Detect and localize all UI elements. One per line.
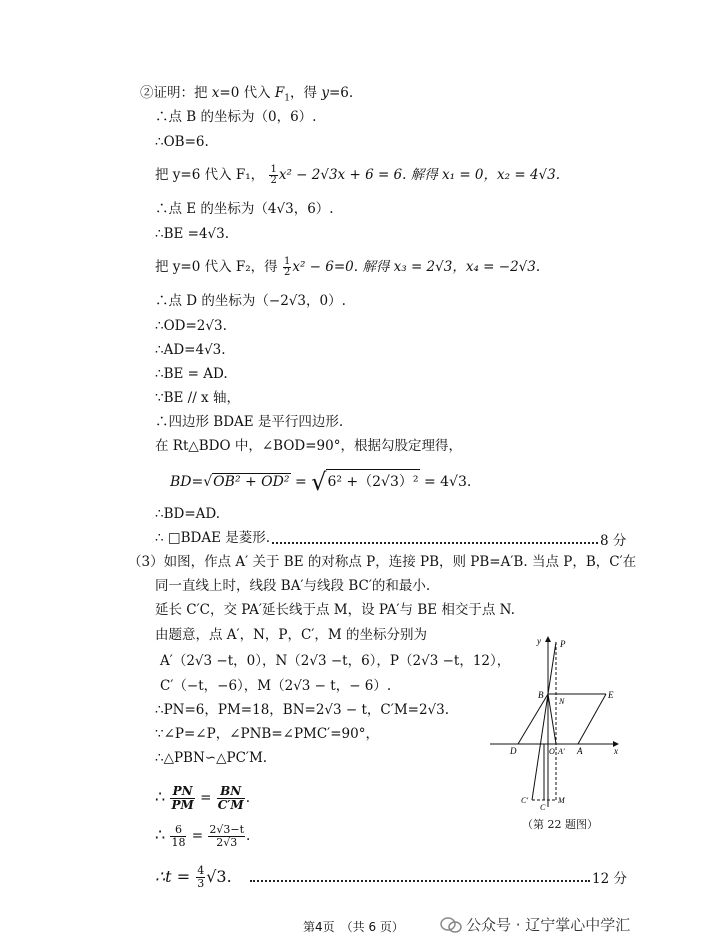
proof-line-11: ∴BE = AD. <box>155 366 228 382</box>
proof-line-7 <box>155 257 540 278</box>
proof-line-5: ∴点 E 的坐标为（4√3，6）. <box>155 201 334 217</box>
radicand: 6² +（2√3）² <box>326 469 419 490</box>
proof-line-6: ∴BE =4√3. <box>155 226 230 242</box>
fraction-bn-cm <box>217 785 245 812</box>
text: = <box>200 790 212 806</box>
denominator: 2 <box>270 175 277 186</box>
label-P: P <box>560 639 566 649</box>
text: ∴ <box>155 825 166 844</box>
numerator: 6 <box>170 824 186 837</box>
text: x² − 6=0. 解得 x₃ = 2√3，x₄ = −2√3. <box>292 259 541 275</box>
part3-line-1: （3）如图，作点 A′ 关于 BE 的对称点 P，连接 PB，则 PB=A′B. 当点 P，B，C′在 <box>128 554 637 570</box>
proof-line-16: ∴BD=AD. <box>155 506 221 522</box>
denominator: 18 <box>171 836 186 849</box>
t-result <box>155 862 232 892</box>
denominator: 3 <box>197 877 205 890</box>
part3-line-2: 同一直线上时，线段 BA′与线段 BC′的和最小. <box>155 578 431 594</box>
part3-line-5: A′（2√3 −t，0），N（2√3 −t，6），P（2√3 −t，12）， <box>160 653 511 669</box>
part3-line-8: ∵∠P=∠P，∠PNB=∠PMC′=90°， <box>155 726 379 742</box>
fraction-half <box>283 257 291 278</box>
radicand: OB² + OD² <box>213 474 290 490</box>
text: x² − 2√3x + 6 = 6. 解得 x₁ = 0，x₂ = 4√3. <box>278 167 561 183</box>
denominator: 2 <box>283 267 291 278</box>
numerator: 1 <box>270 164 277 175</box>
text: = 4√3. <box>423 474 472 490</box>
page-number: 第4页 （共 6 页） <box>303 920 404 934</box>
wechat-icon <box>440 916 462 934</box>
text: √3. <box>206 867 232 886</box>
label-x: x <box>614 746 618 756</box>
proof-line-12: ∵BE // x 轴， <box>155 390 240 406</box>
text: ②证明：把 <box>140 85 212 101</box>
fraction-half <box>269 165 277 186</box>
label-O: O <box>549 747 555 756</box>
denominator: PM <box>171 798 194 812</box>
watermark-text: 公众号 · 辽宁掌心中学汇 <box>466 916 631 934</box>
part3-line-4: 由题意，点 A′，N，P，C′，M 的坐标分别为 <box>155 627 428 643</box>
text: ∴t = <box>155 867 191 886</box>
label-M: M <box>558 796 565 805</box>
fraction-t <box>208 824 245 849</box>
proof-line-13: ∴四边形 BDAE 是平行四边形. <box>155 414 344 430</box>
ratio-line-1: ∴ $\frac{PN}{PM}$ = $\frac{BN}{C'M}$ . <box>155 784 250 812</box>
ratio-line-2: ∴ $\frac{6}{18}$ = $\frac{2√3-t}{2√3}$ . <box>155 823 251 849</box>
label-N: N <box>559 697 565 706</box>
y-axis-arrow <box>545 636 551 642</box>
fraction-pn-pm <box>170 785 194 812</box>
denominator: C′M <box>217 798 244 812</box>
label-A: A <box>577 746 583 756</box>
text: 把 y=0 代入 F₂，得 <box>155 259 278 275</box>
geometry-figure <box>488 632 628 814</box>
dotted-leader <box>272 542 598 544</box>
figure-caption: （第 22 题图） <box>522 818 598 831</box>
segment-BA1 <box>548 694 556 744</box>
label-C1: C′ <box>521 796 529 805</box>
part3-line-7: ∴PN=6，PM=18，BN=2√3 − t，C′M=2√3. <box>155 702 450 718</box>
proof-line-14: 在 Rt△BDO 中，∠BOD=90°，根据勾股定理得， <box>155 438 462 454</box>
fraction-6-18 <box>170 824 186 849</box>
text: = <box>294 474 307 490</box>
dotted-leader <box>250 880 590 882</box>
radical-sign: √ <box>311 468 327 496</box>
text: = <box>191 828 204 844</box>
text: BD= <box>170 474 204 490</box>
part3-line-9: ∴△PBN∽△PC′M. <box>155 750 268 766</box>
denominator: 2√3 <box>216 836 238 849</box>
segment-PB <box>548 642 556 694</box>
part3-line-6: C′（−t，−6），M（2√3 − t，− 6）. <box>160 678 392 694</box>
numerator: 1 <box>283 256 291 267</box>
label-A1: A′ <box>558 747 565 756</box>
proof-line-9: ∴OD=2√3. <box>155 318 227 334</box>
text: 把 y=6 代入 F₁， <box>155 167 265 183</box>
numerator: 4 <box>197 864 205 877</box>
text: ，得 <box>290 85 322 101</box>
label-E: E <box>608 690 614 700</box>
proof-line-8: ∴点 D 的坐标为（−2√3，0）. <box>155 293 346 309</box>
label-D: D <box>510 746 517 756</box>
segment-AE <box>578 694 606 744</box>
text: =0 代入 <box>219 85 275 101</box>
text: 1 <box>284 93 291 104</box>
proof-line-4 <box>155 165 560 186</box>
proof-line-3: ∴OB=6. <box>155 134 209 150</box>
proof-line-10: ∴AD=4√3. <box>155 342 226 358</box>
radical-sign: √ <box>203 474 213 490</box>
score-8: 8 分 <box>600 533 627 549</box>
numerator: BN <box>217 785 245 799</box>
proof-line-2: ∴点 B 的坐标为（0，6）. <box>155 109 317 125</box>
label-C: C <box>540 803 546 812</box>
text: x <box>211 85 220 101</box>
segment-DB <box>518 694 548 744</box>
proof-line-1 <box>140 84 353 108</box>
segment-BC1 <box>532 694 548 800</box>
label-B: B <box>538 690 544 700</box>
pythagoras-formula <box>170 468 472 496</box>
numerator: 2√3−t <box>209 823 245 836</box>
text: y <box>321 85 329 101</box>
label-y: y <box>537 636 541 646</box>
fraction-4-3 <box>196 865 205 890</box>
text: ∴ <box>155 787 166 806</box>
part3-line-3: 延长 C′C，交 PA′延长线于点 M，设 PA′与 BE 相交于点 N. <box>155 602 515 618</box>
proof-line-17: ∴ □BDAE 是菱形. <box>155 530 271 546</box>
watermark <box>440 914 630 935</box>
numerator: PN <box>170 785 194 799</box>
score-12: 12 分 <box>592 871 627 887</box>
text: F <box>274 85 285 101</box>
text: =6. <box>328 85 354 101</box>
